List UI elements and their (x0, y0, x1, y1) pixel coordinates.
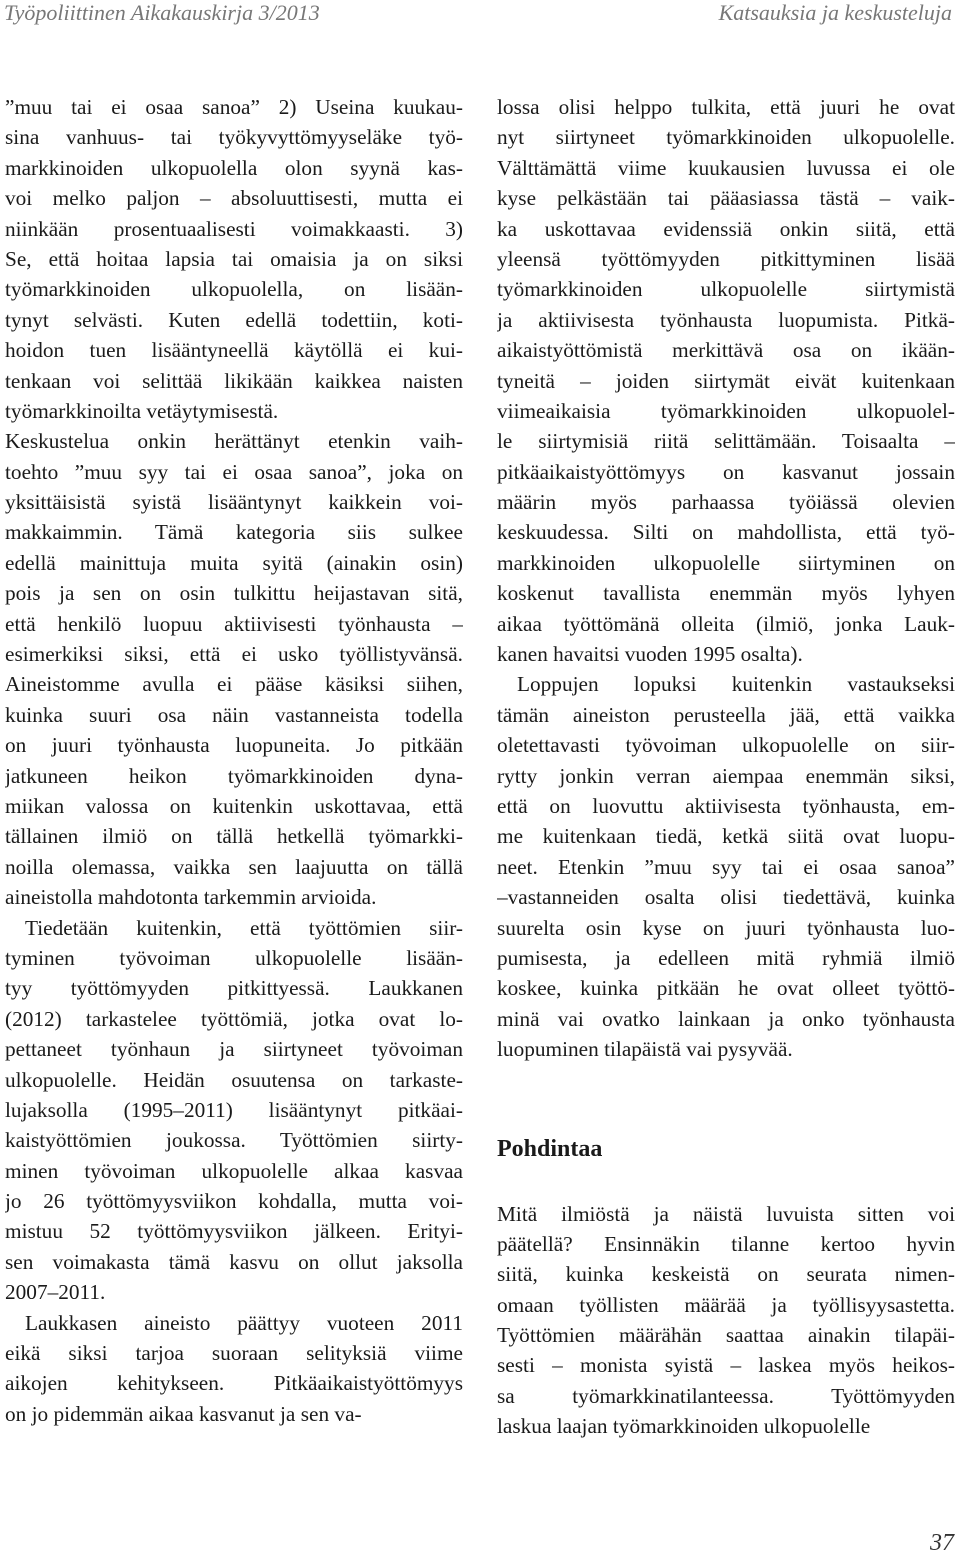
text-line: aineistolla mahdotonta tarkemmin arvioida. (5, 885, 377, 910)
text-line: Keskustelua onkin herättänyt etenkin vaih- (5, 429, 463, 454)
text-line: –vastanneiden osalta olisi tiedettävä, kuinka (497, 885, 955, 910)
text-line: työmarkkinoiden ulkopuolelle siirtymistä (497, 277, 955, 302)
text-line: Välttämättä viime kuukausien luvussa ei ole (497, 155, 955, 180)
text-line: koskenut tavallista enemmän myös lyhyen (497, 581, 955, 606)
section-title: Katsauksia ja keskusteluja (718, 0, 952, 25)
text-line: omaan työllisten määrää ja työllisyysastetta. (497, 1292, 955, 1317)
text-line: pois ja sen on osin tulkittu heijastavan sitä, (5, 581, 463, 606)
text-line: eikä siksi tarjoa suoraan selityksiä viime (5, 1341, 463, 1366)
text-line: Se, että hoitaa lapsia tai omaisia ja on siksi (5, 246, 463, 271)
text-line: tynyt selvästi. Kuten edellä todettiin, koti- (5, 307, 463, 332)
text-line: kaistyöttömien joukossa. Työttömien siirty- (5, 1128, 463, 1153)
text-line: sina vanhuus- tai työkyvyttömyyseläke työ- (5, 125, 463, 150)
text-line: luopuminen tilapäistä vai pysyvää. (497, 1037, 793, 1062)
text-line: tyminen työvoiman ulkopuolelle lisään- (5, 945, 463, 970)
paragraph (497, 92, 955, 669)
page-number: 37 (930, 1530, 954, 1556)
text-line: hoidon tuen lisääntyneellä käytöllä ei kui- (5, 338, 463, 363)
text-line: esimerkiksi siksi, että ei usko työllistyvänsä. (5, 642, 463, 667)
text-line: minä vai ovatko lainkaan ja onko työnhausta (497, 1006, 955, 1031)
text-line: niinkään prosentuaalisesti voimakkaasti. 3) (5, 216, 463, 241)
right-column (497, 92, 955, 1442)
text-line: kanen havaitsi vuoden 1995 osalta). (497, 642, 803, 667)
text-line: pumisesta, ja edelleen mitä ryhmiä ilmiö (497, 945, 955, 970)
text-line: pettaneet työnhaun ja siirtyneet työvoiman (5, 1037, 463, 1062)
text-line: nyt siirtyneet työmarkkinoiden ulkopuolelle. (497, 125, 955, 150)
paragraph (5, 426, 463, 912)
text-line: Loppujen lopuksi kuitenkin vastaukseksi (517, 672, 955, 697)
text-line: noilla olemassa, vaikka sen laajuutta on tällä (5, 854, 463, 879)
text-line: ”muu tai ei osaa sanoa” 2) Useina kuukau- (5, 95, 463, 119)
text-line: tällainen ilmiö on tällä hetkellä työmarkki- (5, 824, 463, 849)
text-line: ka uskottavaa evidenssiä onkin siitä, että (497, 216, 955, 241)
text-line: työmarkkinoiden ulkopuolella, on lisään- (5, 277, 463, 302)
left-column (5, 92, 463, 1429)
text-line: jo 26 työttömyysviikon kohdalla, mutta voi- (5, 1189, 463, 1214)
text-line: toehto ”muu syy tai ei osaa sanoa”, joka on (5, 459, 463, 484)
text-line: voi melko paljon – absoluuttisesti, mutta ei (5, 186, 463, 211)
text-line: me kuitenkaan tiedä, ketkä siitä ovat luopu- (497, 824, 955, 849)
text-line: 2007–2011. (5, 1280, 106, 1305)
text-line: lossa olisi helppo tulkita, että juuri he ovat (497, 95, 955, 119)
paragraph (5, 1308, 463, 1430)
text-line: makkaimmin. Tämä kategoria siis sulkee (5, 520, 463, 545)
text-line: oletettavasti työvoiman ulkopuolelle on siir- (497, 733, 955, 758)
text-line: markkinoiden ulkopuolella olon syynä kas- (5, 155, 463, 180)
text-line: (2012) tarkastelee työttömiä, jotka ovat lo- (5, 1006, 463, 1031)
text-line: että on luovuttu aktiivisesta työnhausta, em- (497, 793, 955, 818)
text-line: viimeaikaisia työmarkkinoiden ulkopuolel- (497, 398, 955, 423)
text-line: aikaa työttömänä olleita (ilmiö, jonka Lauk- (497, 611, 955, 636)
text-line: ja aktiivisesta työnhausta luopumista. Pitkä- (497, 307, 955, 332)
text-line: ulkopuolelle. Heidän osuutensa on tarkaste- (5, 1067, 463, 1092)
text-line: kuinka suuri osa näin vastanneista todella (5, 702, 463, 727)
text-line: tenkaan voi selittää likikään kaikkea naisten (5, 368, 463, 393)
text-line: on jo pidemmän aikaa kasvanut ja sen va- (5, 1401, 362, 1426)
text-line: sa työmarkkinatilanteessa. Työttömyyden (497, 1383, 955, 1408)
text-line: sesti – monista syistä – laskea myös heikos- (497, 1353, 955, 1378)
text-line: aikaistyöttömistä merkittävä osa on ikään- (497, 338, 955, 363)
text-line: Laukkasen aineisto päättyy vuoteen 2011 (25, 1310, 463, 1335)
text-line: edellä mainittuja muita syitä (ainakin osin) (5, 550, 463, 575)
text-line: suurelta osin kyse on juuri työnhausta luo- (497, 915, 955, 940)
text-line: tyneitä – joiden siirtymät eivät kuitenkaan (497, 368, 955, 393)
text-line: päätellä? Ensinnäkin tilanne kertoo hyvin (497, 1231, 955, 1256)
text-line: tämän aineiston perusteella jää, että vaikka (497, 702, 955, 727)
text-line: lujaksolla (1995–2011) lisääntynyt pitkäai- (5, 1097, 463, 1122)
text-line: tyy työttömyyden pitkittyessä. Laukkanen (5, 976, 463, 1001)
text-line: laskua laajan työmarkkinoiden ulkopuolelle (497, 1414, 871, 1439)
paragraph (5, 92, 463, 426)
text-line: Aineistomme avulla ei pääse käsiksi siihen, (5, 672, 463, 697)
text-line: pitkäaikaistyöttömyys on kasvanut jossain (497, 459, 955, 484)
text-line: koskee, kuinka pitkään he ovat olleet työttö- (497, 976, 955, 1001)
text-line: siitä, kuinka keskeistä on seurata nimen- (497, 1262, 955, 1287)
text-line: että henkilö luopuu aktiivisesti työnhausta – (5, 611, 463, 636)
text-line: yleensä työttömyyden pitkittyminen lisää (497, 246, 955, 271)
text-line: miikan valossa on kuitenkin uskottavaa, että (5, 793, 463, 818)
right-column-body (497, 92, 955, 1065)
text-line: sen voimakasta tämä kasvu on ollut jaksolla (5, 1249, 463, 1274)
text-line: le siirtymisiä riitä selittämään. Toisaalta – (497, 429, 955, 454)
right-column-after-heading (497, 1199, 955, 1442)
text-line: Tiedetään kuitenkin, että työttömien siir- (25, 915, 463, 940)
text-line: yksittäisistä syistä lisääntynyt kaikkein voi- (5, 490, 463, 515)
text-line: aikojen kehitykseen. Pitkäaikaistyöttömyys (5, 1371, 463, 1396)
text-line: rytty jonkin verran aiempaa enemmän siksi, (497, 763, 955, 788)
paragraph (497, 1199, 955, 1442)
text-line: markkinoiden ulkopuolelle siirtyminen on (497, 550, 955, 575)
text-line: neet. Etenkin ”muu syy tai ei osaa sanoa” (497, 854, 955, 879)
text-line: on juuri työnhausta luopuneita. Jo pitkään (5, 733, 463, 758)
text-line: jatkuneen heikon työmarkkinoiden dyna- (5, 763, 463, 788)
paragraph (497, 669, 955, 1064)
journal-title: Työpoliittinen Aikakauskirja 3/2013 (4, 0, 320, 25)
text-line: minen työvoiman ulkopuolelle alkaa kasvaa (5, 1158, 463, 1183)
text-line: keskuudessa. Silti on mahdollista, että työ- (497, 520, 955, 545)
text-line: mistuu 52 työttömyysviikon jälkeen. Erityi- (5, 1219, 463, 1244)
text-line: Työttömien määrähän saattaa ainakin tilapäi- (497, 1323, 955, 1348)
text-line: Mitä ilmiöstä ja näistä luvuista sitten voi (497, 1201, 955, 1226)
section-heading: Pohdintaa (497, 1135, 603, 1162)
text-line: kyse pelkästään tai pääasiassa tästä – vaik- (497, 186, 955, 211)
text-line: työmarkkinoilta vetäytymisestä. (5, 398, 279, 423)
paragraph (5, 913, 463, 1308)
text-line: määrin myös parhaassa työiässä olevien (497, 490, 955, 515)
